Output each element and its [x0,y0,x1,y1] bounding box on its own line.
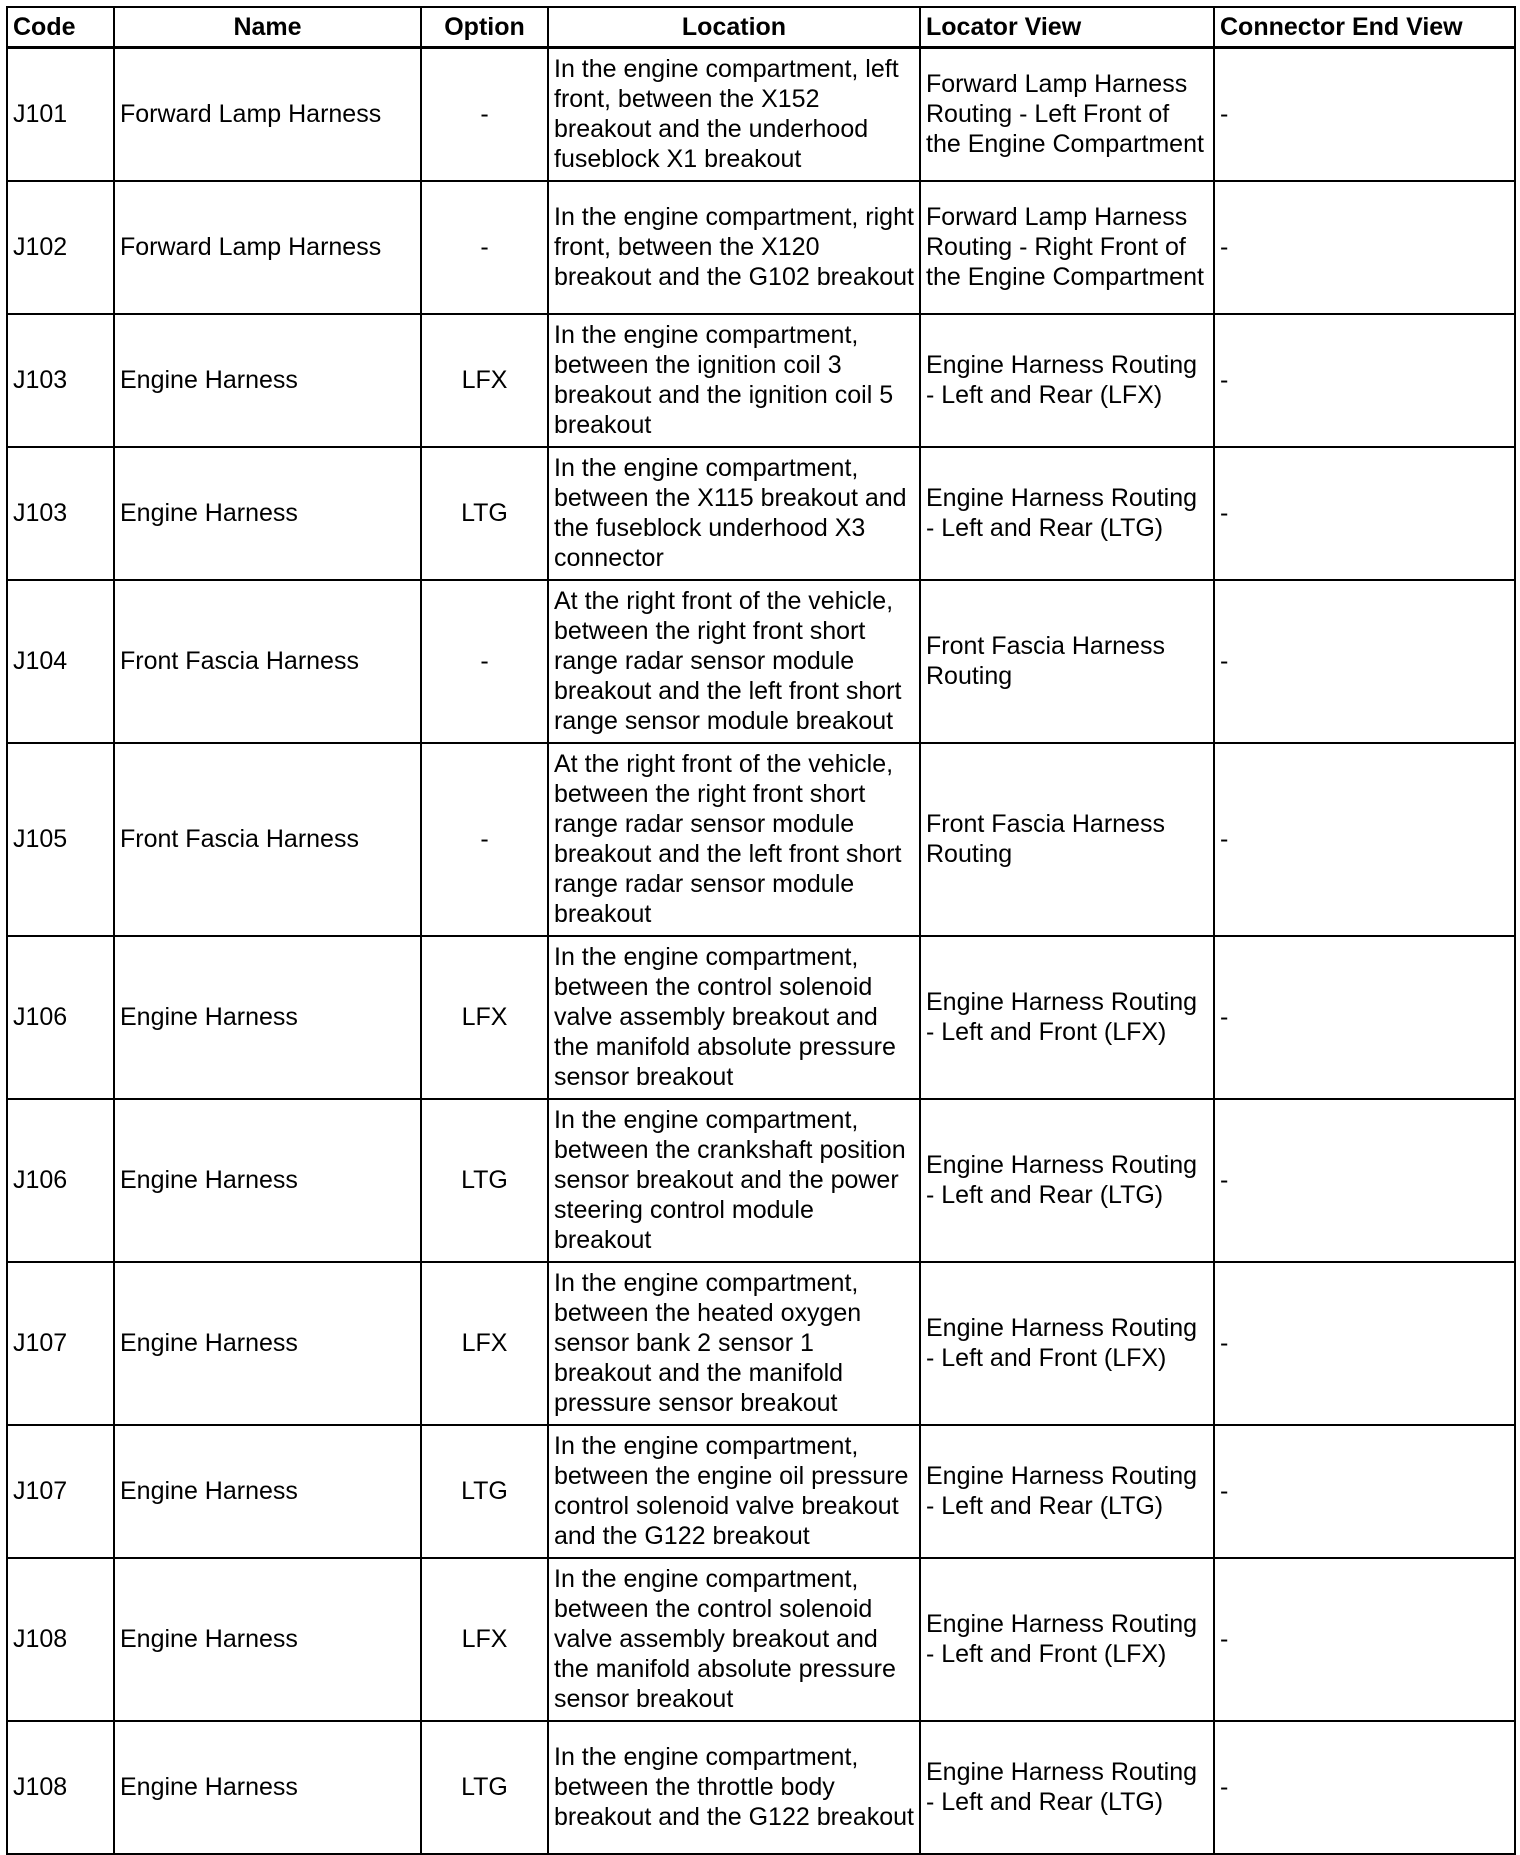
cell-connector-end-view: - [1214,936,1515,1099]
cell-locator-view: Engine Harness Routing - Left and Rear (LTG) [920,447,1214,580]
cell-connector-end-view: - [1214,314,1515,447]
cell-locator-view: Engine Harness Routing - Left and Front (LFX) [920,1262,1214,1425]
cell-option: - [421,181,548,314]
cell-option: LFX [421,1262,548,1425]
cell-name: Engine Harness [114,1099,421,1262]
cell-name: Front Fascia Harness [114,743,421,936]
cell-code: J104 [7,580,114,743]
cell-location: In the engine compartment, between the X115 breakout and the fuseblock underhood X3 connector [548,447,920,580]
header-name: Name [114,7,421,48]
cell-connector-end-view: - [1214,1558,1515,1721]
cell-connector-end-view: - [1214,181,1515,314]
table-row [7,743,1515,936]
table-row [7,447,1515,580]
cell-locator-view: Engine Harness Routing - Left and Rear (LTG) [920,1425,1214,1558]
cell-code: J106 [7,1099,114,1262]
cell-code: J108 [7,1558,114,1721]
cell-option: LTG [421,1099,548,1262]
cell-option: LTG [421,447,548,580]
cell-connector-end-view: - [1214,447,1515,580]
cell-code: J105 [7,743,114,936]
header-locator-view: Locator View [920,7,1214,48]
cell-connector-end-view: - [1214,743,1515,936]
cell-location: In the engine compartment, between the control solenoid valve assembly breakout and the manifold absolute pressure sensor breakout [548,936,920,1099]
cell-option: LFX [421,936,548,1099]
cell-option: LFX [421,1558,548,1721]
cell-name: Engine Harness [114,1558,421,1721]
cell-locator-view: Front Fascia Harness Routing [920,580,1214,743]
cell-connector-end-view: - [1214,48,1515,181]
cell-locator-view: Engine Harness Routing - Left and Rear (LTG) [920,1721,1214,1854]
cell-locator-view: Forward Lamp Harness Routing - Left Front of the Engine Compartment [920,48,1214,181]
cell-code: J102 [7,181,114,314]
header-connector-end-view: Connector End View [1214,7,1515,48]
splice-pack-table [6,6,1516,1855]
cell-name: Engine Harness [114,447,421,580]
header-code: Code [7,7,114,48]
cell-locator-view: Engine Harness Routing - Left and Rear (LTG) [920,1099,1214,1262]
cell-connector-end-view: - [1214,1425,1515,1558]
header-option: Option [421,7,548,48]
cell-location: In the engine compartment, between the engine oil pressure control solenoid valve breakout and the G122 breakout [548,1425,920,1558]
cell-option: - [421,580,548,743]
cell-option: LTG [421,1425,548,1558]
cell-name: Engine Harness [114,1262,421,1425]
cell-name: Engine Harness [114,1425,421,1558]
header-location: Location [548,7,920,48]
table-row [7,1099,1515,1262]
table-row [7,48,1515,181]
cell-code: J107 [7,1425,114,1558]
cell-name: Forward Lamp Harness [114,181,421,314]
cell-location: In the engine compartment, between the heated oxygen sensor bank 2 sensor 1 breakout and the manifold pressure sensor breakout [548,1262,920,1425]
cell-name: Engine Harness [114,314,421,447]
cell-option: - [421,743,548,936]
table-row [7,1721,1515,1854]
cell-locator-view: Engine Harness Routing - Left and Rear (LFX) [920,314,1214,447]
table-row [7,1425,1515,1558]
cell-locator-view: Forward Lamp Harness Routing - Right Front of the Engine Compartment [920,181,1214,314]
table-row [7,1262,1515,1425]
cell-locator-view: Engine Harness Routing - Left and Front (LFX) [920,936,1214,1099]
table-row [7,936,1515,1099]
cell-locator-view: Engine Harness Routing - Left and Front (LFX) [920,1558,1214,1721]
table-row [7,580,1515,743]
table-row [7,181,1515,314]
cell-code: J108 [7,1721,114,1854]
header-row [7,7,1515,48]
cell-code: J103 [7,447,114,580]
cell-name: Front Fascia Harness [114,580,421,743]
cell-locator-view: Front Fascia Harness Routing [920,743,1214,936]
cell-location: In the engine compartment, between the throttle body breakout and the G122 breakout [548,1721,920,1854]
cell-connector-end-view: - [1214,1099,1515,1262]
cell-connector-end-view: - [1214,1721,1515,1854]
table-row [7,314,1515,447]
cell-location: In the engine compartment, between the ignition coil 3 breakout and the ignition coil 5 breakout [548,314,920,447]
cell-name: Forward Lamp Harness [114,48,421,181]
cell-location: In the engine compartment, between the crankshaft position sensor breakout and the power steering control module breakout [548,1099,920,1262]
cell-code: J101 [7,48,114,181]
cell-code: J107 [7,1262,114,1425]
table-row [7,1558,1515,1721]
cell-code: J103 [7,314,114,447]
cell-location: In the engine compartment, right front, between the X120 breakout and the G102 breakout [548,181,920,314]
cell-connector-end-view: - [1214,580,1515,743]
cell-option: LTG [421,1721,548,1854]
cell-option: LFX [421,314,548,447]
cell-location: At the right front of the vehicle, between the right front short range radar sensor module breakout and the left front short range radar sensor module breakout [548,743,920,936]
cell-name: Engine Harness [114,936,421,1099]
cell-connector-end-view: - [1214,1262,1515,1425]
cell-name: Engine Harness [114,1721,421,1854]
cell-location: In the engine compartment, left front, between the X152 breakout and the underhood fuseblock X1 breakout [548,48,920,181]
cell-location: At the right front of the vehicle, between the right front short range radar sensor module breakout and the left front short range sensor module breakout [548,580,920,743]
cell-location: In the engine compartment, between the control solenoid valve assembly breakout and the manifold absolute pressure sensor breakout [548,1558,920,1721]
cell-code: J106 [7,936,114,1099]
cell-option: - [421,48,548,181]
